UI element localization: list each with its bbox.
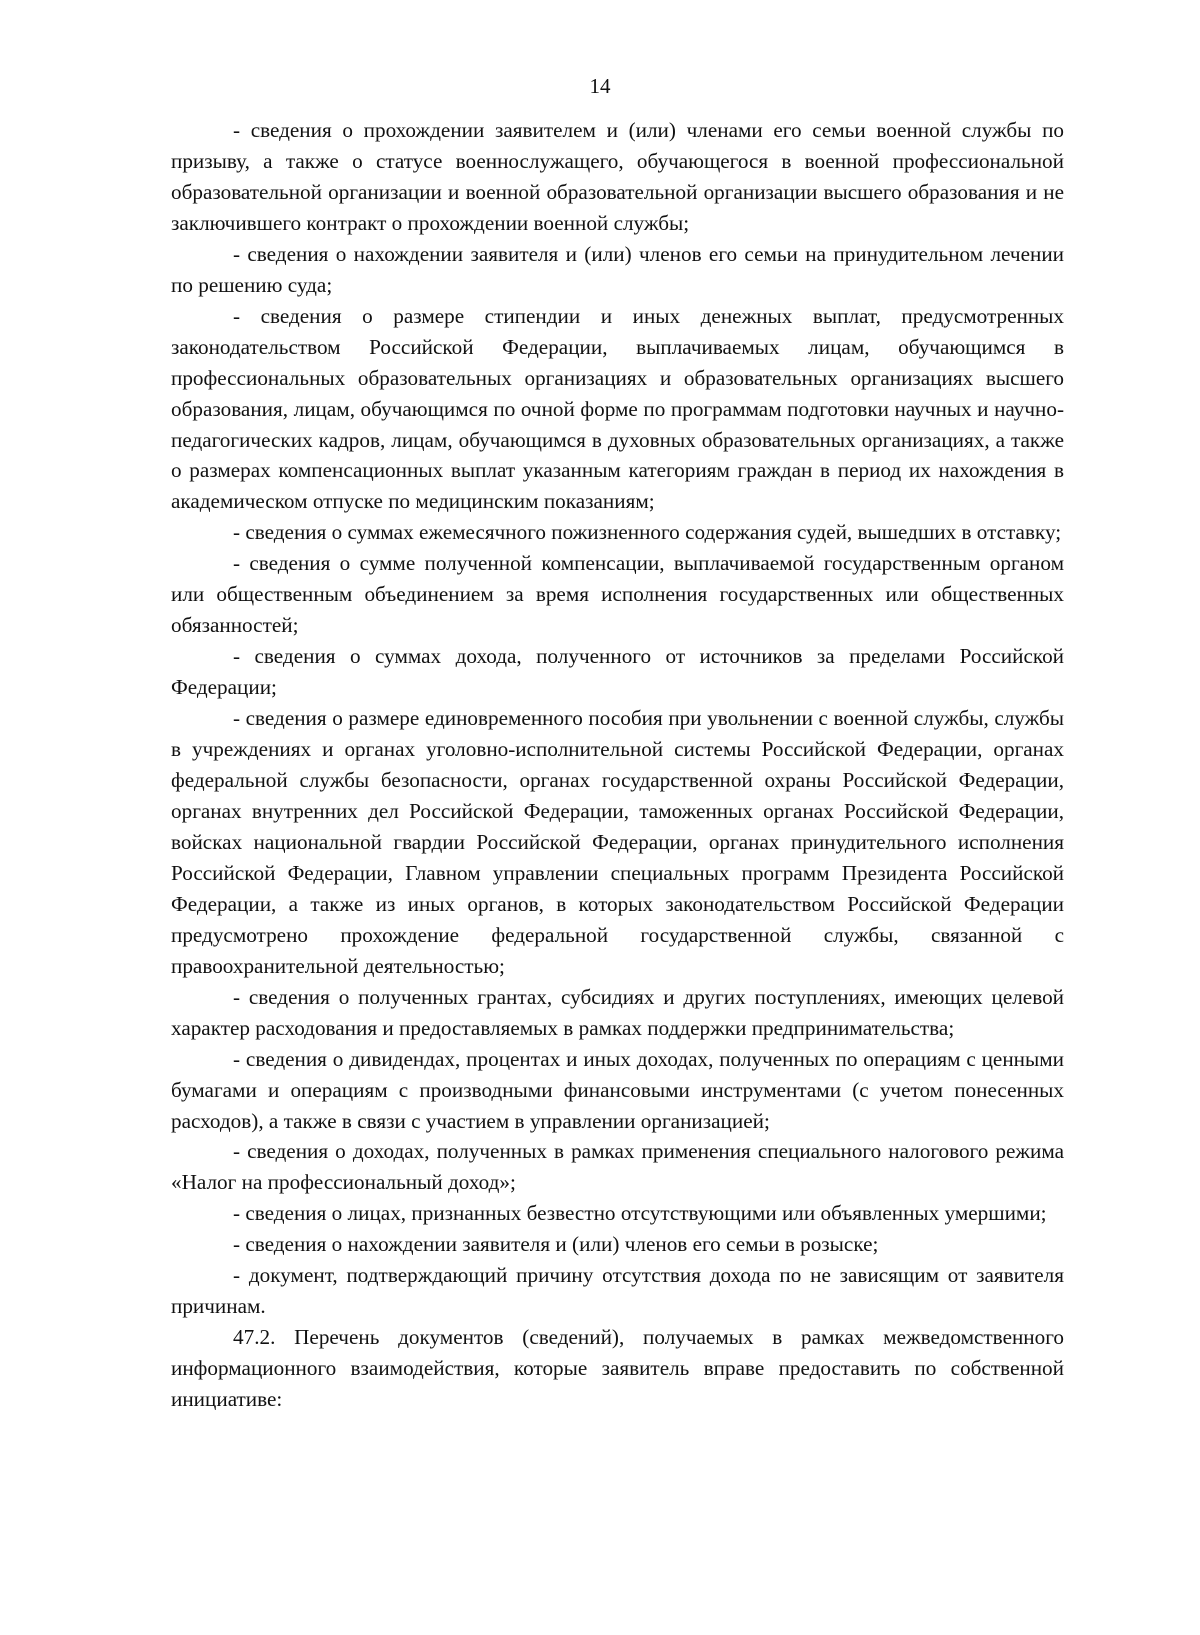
paragraph-compulsory-treatment: - сведения о нахождении заявителя и (или) членов его семьи на принудительном лечении по решению суда;: [171, 241, 1064, 297]
paragraph-severance-allowance: - сведения о размере единовременного пособия при увольнении с военной службы, службы в учреждениях и органах уголовно-исполнительной системы Российской Федерации, органах федеральной службы безопасности, органах государственной охраны Российской Федерации, органах внутренних дел Российской Федерации, таможенных органах Российской Федерации, войсках национальной гвардии Российской Федерации, органах принудительного исполнения Российской Федерации, Главном управлении специальных программ Президента Российской Федерации, а также из иных органов, в которых законодательством Российской Федерации предусмотрено прохождение федеральной государственной службы, связанной с правоохранительной деятельностью;: [171, 706, 1064, 978]
paragraph-foreign-income: - сведения о суммах дохода, полученного от источников за пределами Российской Федерации;: [171, 644, 1064, 700]
paragraph-missing-persons: - сведения о лицах, признанных безвестно отсутствующими или объявленных умершими;: [233, 1201, 1047, 1226]
paragraph-wanted-search: - сведения о нахождении заявителя и (или) членов его семьи в розыске;: [233, 1232, 879, 1257]
paragraph-no-income-document: - документ, подтверждающий причину отсутствия дохода по не зависящим от заявителя причинам.: [171, 1263, 1064, 1319]
paragraph-compensation: - сведения о сумме полученной компенсации, выплачиваемой государственным органом или общественным объединением за время исполнения государственных или общественных обязанностей;: [171, 551, 1064, 638]
paragraph-military-service: - сведения о прохождении заявителем и (или) членами его семьи военной службы по призыву, а также о статусе военнослужащего, обучающегося в военной профессиональной образовательной организации и военной образовательной организации высшего образования и не заключившего контракт о прохождении военной службы;: [171, 118, 1064, 235]
paragraph-judges-allowance: - сведения о суммах ежемесячного пожизненного содержания судей, вышедших в отставку;: [233, 520, 1062, 545]
paragraph-dividends: - сведения о дивидендах, процентах и иных доходах, полученных по операциям с ценными бумагами и операциям с производными финансовыми инструментами (с учетом понесенных расходов), а также в связи с участием в управлении организацией;: [171, 1046, 1064, 1133]
paragraph-section-47-2: 47.2. Перечень документов (сведений), получаемых в рамках межведомственного информационного взаимодействия, которые заявитель вправе предоставить по собственной инициативе:: [171, 1325, 1064, 1412]
paragraph-professional-income-tax: - сведения о доходах, полученных в рамках применения специального налогового режима «Налог на профессиональный доход»;: [171, 1139, 1064, 1195]
document-body: [171, 115, 1064, 1415]
paragraph-grants-subsidies: - сведения о полученных грантах, субсидиях и других поступлениях, имеющих целевой характер расходования и предоставляемых в рамках поддержки предпринимательства;: [171, 984, 1064, 1040]
page-number: 14: [589, 74, 611, 98]
paragraph-scholarship: - сведения о размере стипендии и иных денежных выплат, предусмотренных законодательством Российской Федерации, выплачиваемых лицам, обучающимся в профессиональных образовательных организациях и образовательных организациях высшего образования, лицам, обучающимся по очной форме по программам подготовки научных и научно-педагогических кадров, лицам, обучающимся в духовных образовательных организациях, а также о размерах компенсационных выплат указанным категориям граждан в период их нахождения в академическом отпуске по медицинским показаниям;: [171, 303, 1064, 514]
